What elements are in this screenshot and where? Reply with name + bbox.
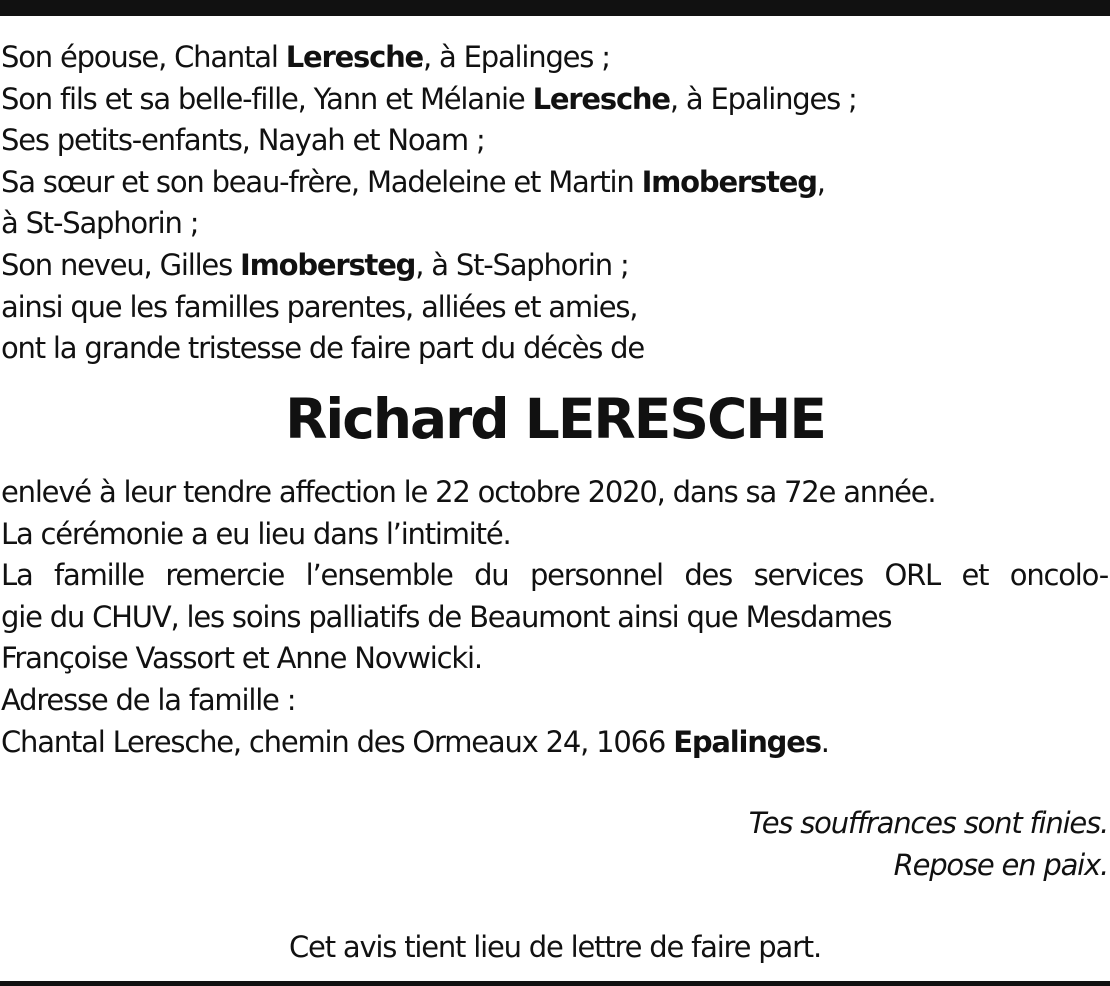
details-line-thanks-3: Françoise Vassort et Anne Novwicki. [1,641,482,676]
epitaph-line-2: Repose en paix. [893,847,1108,882]
family-line-sister: Sa sœur et son beau-frère, Madeleine et Martin Imobersteg, [1,164,825,199]
family-line-sister-location: à St-Saphorin ; [1,206,199,241]
footer-note: Cet avis tient lieu de lettre de faire part. [289,930,821,964]
details-line-thanks-2: gie du CHUV, les soins palliatifs de Beaumont ainsi que Mesdames [1,599,892,634]
epitaph [749,803,1108,886]
family-line-announcement: ont la grande tristesse de faire part du décès de [1,331,645,366]
family-line-son: Son fils et sa belle-fille, Yann et Mélanie Leresche, à Epalinges ; [1,81,857,116]
top-rule [0,0,1110,16]
deceased-name: Richard LERESCHE [285,387,825,451]
details-line-ceremony: La cérémonie a eu lieu dans l’intimité. [1,516,511,551]
family-line-nephew: Son neveu, Gilles Imobersteg, à St-Saphorin ; [1,247,629,282]
epitaph-line-1: Tes souffrances sont finies. [748,806,1108,840]
bottom-rule [0,981,1110,986]
details-line-thanks-1: La famille remercie l’ensemble du personnel des services ORL et oncolo- [1,558,1108,593]
family-line-spouse: Son épouse, Chantal Leresche, à Epalinges ; [1,40,610,74]
city-bold: Epalinges [673,724,821,759]
details-line-address: Chantal Leresche, chemin des Ormeaux 24, 1066 Epalinges. [1,724,829,759]
surname-bold: Leresche [532,81,670,116]
surname-bold: Leresche [285,40,424,74]
details-line-date: enlevé à leur tendre affection le 22 octobre 2020, dans sa 72e année. [1,475,936,509]
surname-bold: Imobersteg [240,247,416,282]
surname-bold: Imobersteg [641,164,817,199]
family-line-grandchildren: Ses petits-enfants, Nayah et Noam ; [1,123,485,158]
family-line-relatives: ainsi que les familles parentes, alliées et amies, [1,289,638,324]
family-announcement [1,37,1106,370]
details-line-address-label: Adresse de la famille : [1,682,296,717]
death-details [1,472,1108,763]
